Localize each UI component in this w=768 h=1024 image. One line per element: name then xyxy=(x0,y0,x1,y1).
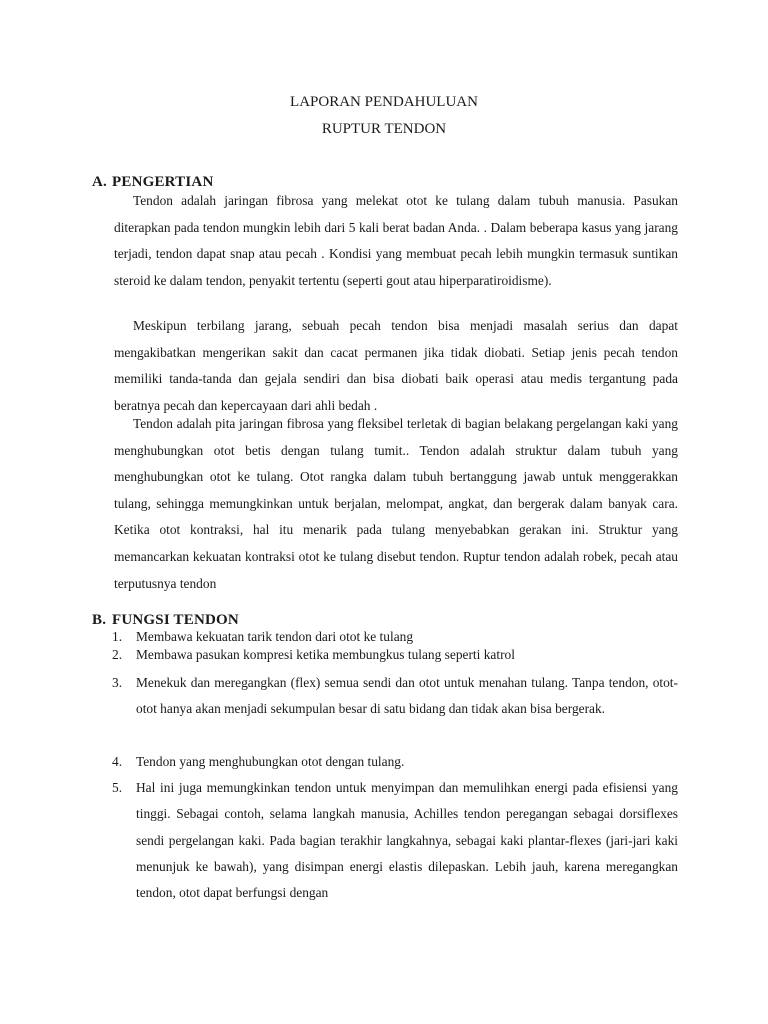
document-title: LAPORAN PENDAHULUAN xyxy=(290,94,478,110)
list-item-number: 4. xyxy=(112,754,123,769)
document-subtitle: RUPTUR TENDON xyxy=(321,121,447,137)
section-b-title: FUNGSI TENDON xyxy=(112,612,239,628)
list-item-text: Tendon yang menghubungkan otot dengan tulang. xyxy=(136,754,405,769)
list-item-text: Membawa kekuatan tarik tendon dari otot ke tulang xyxy=(136,629,414,644)
list-item-number: 2. xyxy=(112,647,123,662)
list-item-number: 1. xyxy=(112,629,123,644)
section-a-paragraph-3: Tendon adalah pita jaringan fibrosa yang fleksibel terletak di bagian belakang pergelangan kaki yang menghubungkan otot betis dengan tulang tumit.. Tendon adalah struktur dalam tubuh yang menghubungkan otot ke tulang. Otot rangka dalam tubuh bertanggung jawab untuk menggerakkan tulang, sehingga memungkinkan untuk berjalan, melompat, angkat, dan bergerak dalam banyak cara. Ketika otot kontraksi, hal itu menarik pada tulang menyebabkan gerakan ini. Struktur yang memancarkan kekuatan kontraksi otot ke tulang disebut tendon. Ruptur tendon adalah robek, pecah atau terputusnya tendon xyxy=(114,416,678,591)
list-item-text: Hal ini juga memungkinkan tendon untuk menyimpan dan memulihkan energi pada efisiensi yang tinggi. Sebagai contoh, selama langkah manusia, Achilles tendon peregangan sebagai dorsiflexes sendi pergelangan kaki. Pada bagian terakhir langkahnya, sebagai kaki plantar-flexes (jari-jari kaki menunjuk ke bawah), yang disimpan energi elastis dilepaskan. Lebih jauh, karena meregangkan tendon, otot dapat berfungsi dengan xyxy=(136,780,678,901)
list-item-number: 5. xyxy=(112,780,123,795)
list-item-text: Menekuk dan meregangkan (flex) semua sendi dan otot untuk menahan tulang. Tanpa tendon, otot-otot hanya akan menjadi sekumpulan besar di satu bidang dan tidak akan bisa bergerak. xyxy=(136,675,678,717)
section-a-paragraph-2: Meskipun terbilang jarang, sebuah pecah tendon bisa menjadi masalah serius dan dapat mengakibatkan mengerikan sakit dan cacat permanen jika tidak diobati. Setiap jenis pecah tendon memiliki tanda-tanda dan gejala sendiri dan bisa diobati baik operasi atau medis tergantung pada beratnya pecah dan kepercayaan dari ahli bedah . xyxy=(114,318,678,413)
list-item-number: 3. xyxy=(112,675,123,690)
section-a-title: PENGERTIAN xyxy=(112,174,214,190)
section-a-letter: A. xyxy=(92,174,107,190)
section-b-letter: B. xyxy=(92,612,107,628)
list-item-text: Membawa pasukan kompresi ketika membungkus tulang seperti katrol xyxy=(136,647,515,662)
section-a-paragraph-1: Tendon adalah jaringan fibrosa yang melekat otot ke tulang dalam tubuh manusia. Pasukan diterapkan pada tendon mungkin lebih dari 5 kali berat badan Anda. . Dalam beberapa kasus yang jarang terjadi, tendon dapat snap atau pecah . Kondisi yang membuat pecah lebih mungkin termasuk suntikan steroid ke dalam tendon, penyakit tertentu (seperti gout atau hiperparatiroidisme). xyxy=(114,193,678,288)
